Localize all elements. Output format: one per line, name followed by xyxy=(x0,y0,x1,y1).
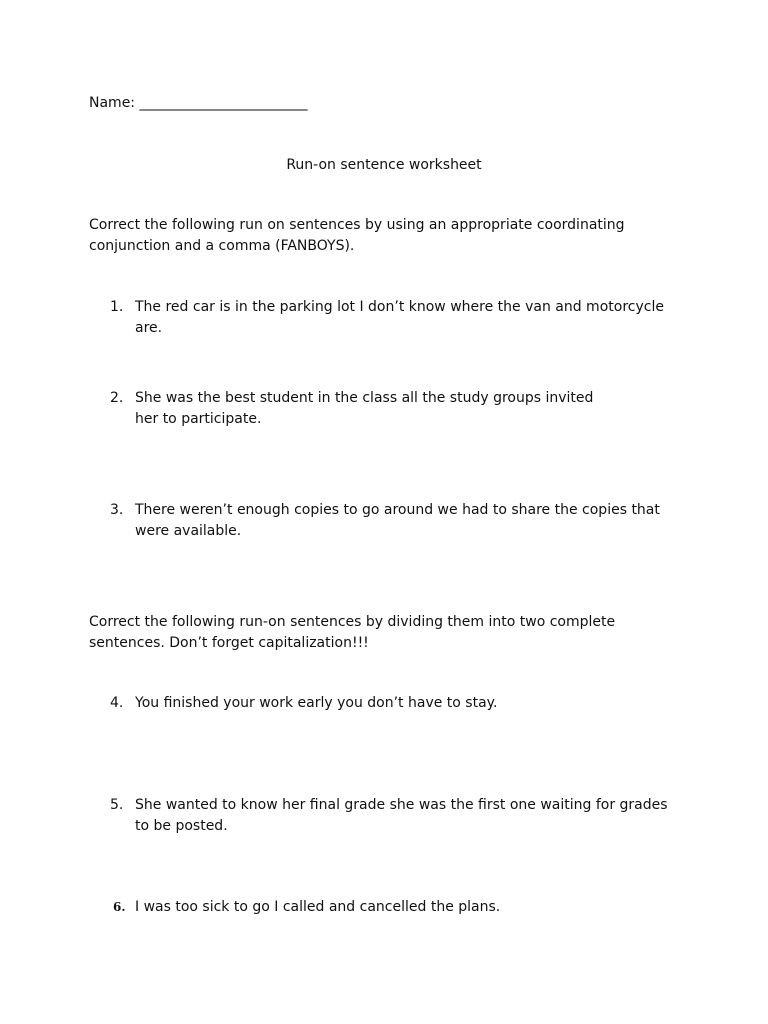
item-number: 2. xyxy=(110,390,124,406)
section1-instruction: Correct the following run on sentences by using an appropriate coordinating conjunction and a comma (FANBOYS). xyxy=(89,217,625,254)
section2-instruction: Correct the following run-on sentences by dividing them into two complete sentences. Don’t forget capitalization!!! xyxy=(89,614,616,651)
list-item xyxy=(89,388,689,430)
item-number: 4. xyxy=(110,695,124,711)
list-item xyxy=(89,500,689,542)
item-text: There weren’t enough copies to go around we had to share the copies that were available. xyxy=(135,502,660,539)
item-number: 3. xyxy=(110,502,124,518)
item-number: 6. xyxy=(113,900,126,914)
list-item xyxy=(89,795,689,837)
item-text: She wanted to know her final grade she was the first one waiting for grades to be posted. xyxy=(135,797,668,834)
item-number: 5. xyxy=(110,797,124,813)
name-field-line: Name: ________________________ xyxy=(89,95,308,111)
list-item xyxy=(89,897,689,918)
list-item xyxy=(89,693,689,714)
item-text: You finished your work early you don’t have to stay. xyxy=(135,695,498,711)
item-text: The red car is in the parking lot I don’t know where the van and motorcycle are. xyxy=(135,299,664,336)
item-text: I was too sick to go I called and cancelled the plans. xyxy=(135,899,501,915)
list-item xyxy=(89,297,689,339)
item-number: 1. xyxy=(110,299,124,315)
item-text: She was the best student in the class all the study groups invited her to participate. xyxy=(135,390,594,427)
page-title: Run-on sentence worksheet xyxy=(286,157,482,173)
